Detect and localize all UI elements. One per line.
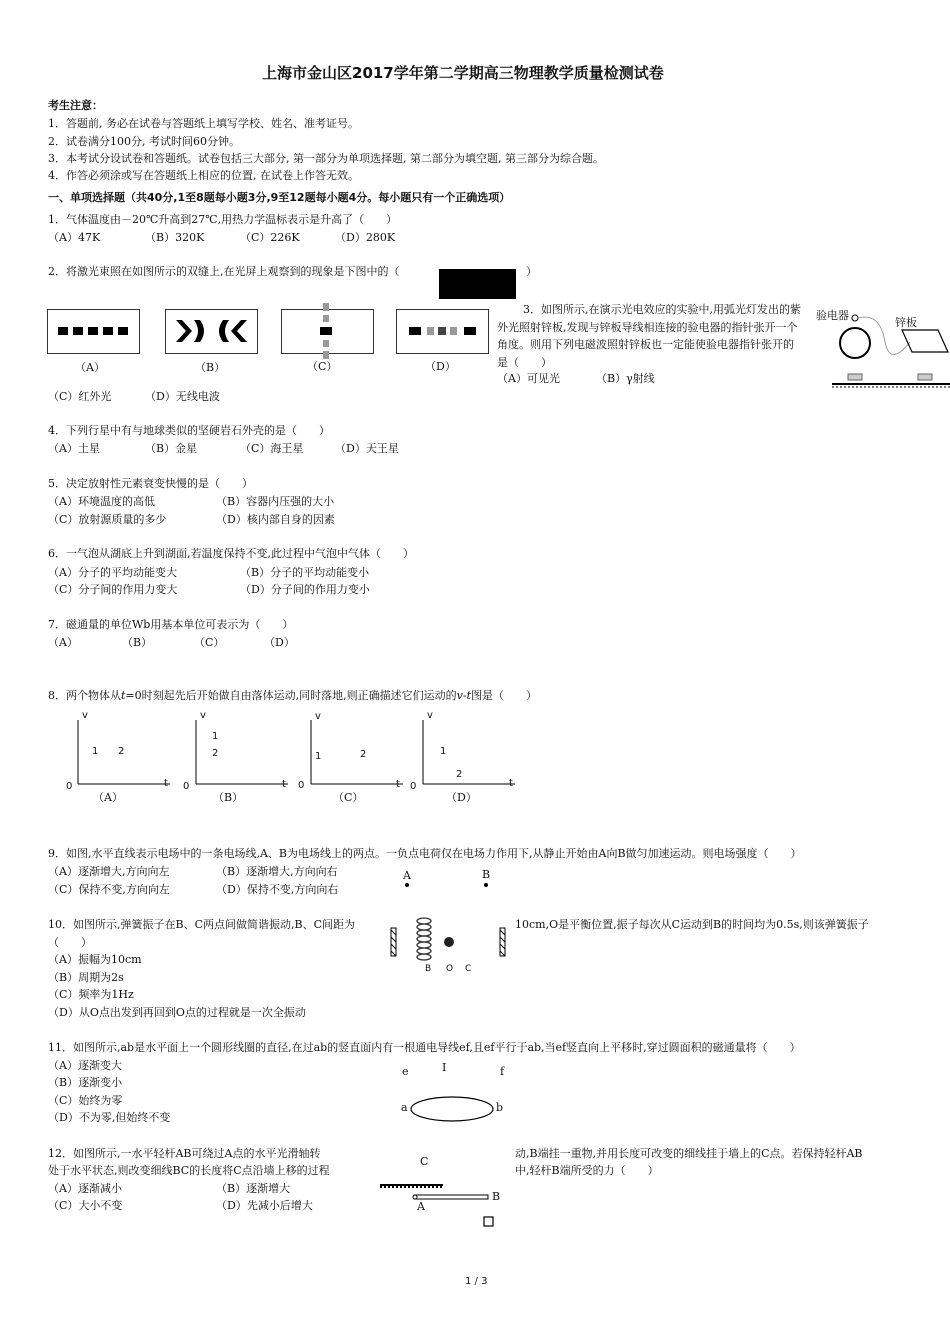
point-b-label: B <box>425 964 432 974</box>
q12-stem-part2: 处于水平状态,则改变细线BC的长度将C点沿墙上移的过程 <box>48 1164 330 1177</box>
graph-d-line1-label: 1 <box>440 746 447 757</box>
current-label: I <box>442 1061 447 1074</box>
q7-option-d[interactable]: （D） <box>264 636 295 649</box>
q12-option-d[interactable]: （D）先减小后增大 <box>216 1199 313 1212</box>
q12-stem-part3: 动,B端挂一重物,并用长度可改变的细线挂于墙上的C点。若保持轻杆AB <box>515 1147 863 1160</box>
graph-b-line1-label: 1 <box>212 731 219 742</box>
point-c-label: C <box>465 964 472 974</box>
fringe <box>323 340 329 347</box>
q7-option-b[interactable]: （B） <box>122 636 153 649</box>
electroscope-knob <box>852 315 858 321</box>
fringe <box>176 320 192 342</box>
q8-label-a[interactable]: （A） <box>93 791 123 804</box>
field-line-figure <box>400 881 500 891</box>
q3-option-c[interactable]: （C）红外光 <box>48 390 112 403</box>
q8-stem <box>48 689 537 703</box>
q8-stem-mid: =0时刻起先后开始做自由落体运动,同时落地,则正确描述它们运动的 <box>125 689 457 702</box>
point-c-label: C <box>420 1155 429 1168</box>
q2-label-c[interactable]: （C） <box>307 360 338 373</box>
q7-option-a[interactable]: （A） <box>48 636 78 649</box>
notice-heading: 考生注意： <box>48 99 103 112</box>
q10-option-c[interactable]: （C）频率为1Hz <box>48 988 134 1001</box>
q12-option-b[interactable]: （B）逐渐增大 <box>216 1182 291 1195</box>
point-a-label: A <box>403 869 411 882</box>
point-a-dot <box>405 883 409 887</box>
graph-d-origin-label: 0 <box>410 781 417 792</box>
q1-option-a[interactable]: （A）47K <box>48 231 101 244</box>
notice-item: 2．试卷满分100分, 考试时间60分钟。 <box>48 135 240 148</box>
zinc-plate <box>902 330 948 352</box>
fringe <box>58 327 68 335</box>
q8-label-d[interactable]: （D） <box>446 791 477 804</box>
fringe <box>231 320 247 342</box>
q5-option-a[interactable]: （A）环境温度的高低 <box>48 495 155 508</box>
graph-c-line1-label: 1 <box>315 751 322 762</box>
rod-end-a-label: A <box>417 1200 425 1213</box>
rod-end-b-label: B <box>492 1190 501 1203</box>
q10-option-a[interactable]: （A）振幅为10cm <box>48 953 142 966</box>
q9-option-c[interactable]: （C）保持不变,方向向左 <box>48 883 170 896</box>
pivot-a <box>413 1195 417 1199</box>
fringe <box>427 327 434 335</box>
oscillator-ball <box>444 937 454 947</box>
q1-option-c[interactable]: （C）226K <box>240 231 300 244</box>
pattern-b-svg <box>166 310 257 353</box>
connecting-wire <box>858 317 910 355</box>
q10-stem-part1: 10．如图所示,弹簧振子在B、C两点间做简谐振动,B、C间距为 <box>48 918 355 931</box>
wire-end-f-label: f <box>500 1065 505 1078</box>
fringe <box>438 327 446 335</box>
notice-item: 3．本考试分设试卷和答题纸。试卷包括三大部分, 第一部分为单项选择题, 第二部分为填空题, 第三部分为综合题。 <box>48 152 604 165</box>
q12-option-c[interactable]: （C）大小不变 <box>48 1199 123 1212</box>
q8-stem-t: t <box>121 689 126 702</box>
q4-stem: 4．下列行星中有与地球类似的坚硬岩石外壳的是（ ） <box>48 424 330 437</box>
graph-d-line2-label: 2 <box>456 769 463 780</box>
graph-a-origin-label: 0 <box>66 781 73 792</box>
q8-stem-pre: 8．两个物体从 <box>48 689 121 702</box>
q10-stem-part3: （ ） <box>48 936 92 949</box>
q11-stem: 11．如图所示,ab是水平面上一个圆形线圈的直径,在过ab的竖直面内有一根通电导线ef,且ef平行于ab,当ef竖直向上平移时,穿过圆面积的磁通量将（ ） <box>48 1041 801 1054</box>
photoelectric-figure <box>830 312 950 392</box>
pattern-c-figure <box>281 309 374 354</box>
hanging-weight <box>484 1217 493 1226</box>
q7-option-c[interactable]: （C） <box>194 636 225 649</box>
q11-option-c[interactable]: （C）始终为零 <box>48 1094 123 1107</box>
graph-a-line2-label: 2 <box>118 746 125 757</box>
pattern-d-svg <box>397 310 488 353</box>
fringe <box>88 327 98 335</box>
fringe <box>450 327 457 335</box>
q3-option-a[interactable]: （A）可见光 <box>497 372 560 385</box>
q1-stem: 1．气体温度由－20℃升高到27℃,用热力学温标表示是升高了（ ） <box>48 213 398 226</box>
q6-stem: 6．一气泡从湖底上升到湖面,若温度保持不变,此过程中气泡中气体（ ） <box>48 547 414 560</box>
wire-end-e-label: e <box>402 1065 409 1078</box>
q4-option-a[interactable]: （A）土星 <box>48 442 100 455</box>
q10-option-d[interactable]: （D）从O点出发到再回到O点的过程就是一次全振动 <box>48 1006 306 1019</box>
fringe <box>323 351 329 359</box>
q2-label-a[interactable]: （A） <box>75 361 105 374</box>
point-b-dot <box>484 883 488 887</box>
q1-option-d[interactable]: （D）280K <box>335 231 396 244</box>
fringe <box>323 303 329 311</box>
q2-stem-close: ） <box>526 265 537 278</box>
q10-stem-part2: 10cm,O是平衡位置,振子每次从C运动到B的时间均为0.5s,则该弹簧振子 <box>515 918 869 931</box>
q10-option-b[interactable]: （B）周期为2s <box>48 971 124 984</box>
q2-label-b[interactable]: （B） <box>195 361 226 374</box>
graph-d-v-label: v <box>427 710 433 721</box>
fringe <box>323 315 329 322</box>
q5-option-c[interactable]: （C）放射源质量的多少 <box>48 513 167 526</box>
q6-option-d[interactable]: （D）分子间的作用力变小 <box>240 583 370 596</box>
graph-c-v-label: v <box>315 711 321 722</box>
page-title: 上海市金山区2017学年第二学期高三物理教学质量检测试卷 <box>262 64 664 82</box>
pattern-a-figure <box>47 309 140 354</box>
q11-option-a[interactable]: （A）逐渐变大 <box>48 1059 122 1072</box>
q6-option-b[interactable]: （B）分子的平均动能变小 <box>240 566 370 579</box>
q8-label-c[interactable]: （C） <box>333 791 364 804</box>
graph-b-line2-label: 2 <box>212 748 219 759</box>
q12-stem-part4: 中,轻杆B端所受的力（ ） <box>515 1164 659 1177</box>
fringe <box>464 327 476 335</box>
fringe <box>103 327 113 335</box>
fringe <box>118 327 128 335</box>
graph-b-origin-label: 0 <box>183 781 190 792</box>
graph-c-line2-label: 2 <box>360 749 367 760</box>
fringe <box>194 320 204 342</box>
point-o-label: O <box>446 964 454 974</box>
graph-a-t-label: t <box>164 778 168 789</box>
stand <box>848 374 862 380</box>
coil-figure <box>410 1095 500 1125</box>
diameter-end-b-label: b <box>496 1101 504 1114</box>
q3-option-b[interactable]: （B）γ射线 <box>596 372 655 385</box>
q9-option-d[interactable]: （D）保持不变,方向向右 <box>216 883 339 896</box>
page-number: 1 / 3 <box>465 1276 488 1287</box>
fringe <box>409 327 421 335</box>
notice-item: 4．作答必须涂或写在答题纸上相应的位置, 在试卷上作答无效。 <box>48 169 359 182</box>
graph-d-t-label: t <box>509 778 513 789</box>
q9-option-b[interactable]: （B）逐渐增大,方向向右 <box>216 865 338 878</box>
graph-c-origin-label: 0 <box>298 780 305 791</box>
q5-stem: 5．决定放射性元素衰变快慢的是（ ） <box>48 477 253 490</box>
q11-option-d[interactable]: （D）不为零,但始终不变 <box>48 1111 171 1124</box>
zinc-plate-label: 锌板 <box>895 316 917 329</box>
notice-item: 1．答题前, 务必在试卷与答题纸上填写学校、姓名、准考证号。 <box>48 117 359 130</box>
q5-option-d[interactable]: （D）核内部自身的因素 <box>216 513 335 526</box>
section-heading: 一、单项选择题（共40分,1至8题每小题3分,9至12题每小题4分。每小题只有一个正确选项） <box>48 191 511 204</box>
fringe <box>73 327 83 335</box>
electroscope-label: 验电器 <box>816 309 849 322</box>
q9-option-a[interactable]: （A）逐渐增大,方向向左 <box>48 865 170 878</box>
q4-option-b[interactable]: （B）金星 <box>145 442 198 455</box>
q12-stem-part1: 12．如图所示,一水平轻杆AB可绕过A点的水平光滑轴转 <box>48 1147 321 1160</box>
pattern-b-figure <box>165 309 258 354</box>
q3-stem: 3．如图所示,在演示光电效应的实验中,用弧光灯发出的紫外光照射锌板,发现与锌板导线相连接的验电器的指针张开一个角度。则用下列电磁波照射锌板也一定能使验电器指针张开的是（ ） <box>497 303 801 369</box>
lever-figure <box>378 1180 501 1230</box>
q3-option-d[interactable]: （D）无线电波 <box>145 390 220 403</box>
q8-stem-post: 图是（ ） <box>471 689 537 702</box>
electroscope-ball <box>840 328 870 358</box>
pattern-c-svg <box>282 310 373 353</box>
q8-label-b[interactable]: （B） <box>213 791 244 804</box>
graph-c-t-label: t <box>396 779 400 790</box>
q4-option-c[interactable]: （C）海王星 <box>240 442 304 455</box>
diameter-end-a-label: a <box>401 1101 408 1114</box>
q9-stem: 9．如图,水平直线表示电场中的一条电场线,A、B为电场线上的两点。一负点电荷仅在电场力作用下,从静止开始由A向B做匀加速运动。则电场强度（ ） <box>48 847 802 860</box>
fringe <box>320 327 332 335</box>
q6-option-a[interactable]: （A）分子的平均动能变大 <box>48 566 177 579</box>
spring-coils <box>417 918 431 960</box>
fringe <box>219 320 229 342</box>
graph-b-t-label: t <box>282 779 286 790</box>
q4-option-d[interactable]: （D）天王星 <box>335 442 399 455</box>
q2-stem: 2．将激光束照在如图所示的双缝上,在光屏上观察到的现象是下图中的（ <box>48 265 400 278</box>
q2-label-d[interactable]: （D） <box>425 360 456 373</box>
q1-option-b[interactable]: （B）320K <box>145 231 205 244</box>
q11-option-b[interactable]: （B）逐渐变小 <box>48 1076 123 1089</box>
point-b-label: B <box>482 868 491 881</box>
pattern-a-svg <box>48 310 139 353</box>
q7-stem: 7．磁通量的单位Wb用基本单位可表示为（ ） <box>48 618 294 631</box>
q5-option-b[interactable]: （B）容器内压强的大小 <box>216 495 335 508</box>
light-rod <box>414 1195 488 1199</box>
graph-a-line1-label: 1 <box>92 746 99 757</box>
graph-a-v-label: v <box>82 710 88 721</box>
q12-option-a[interactable]: （A）逐渐减小 <box>48 1182 122 1195</box>
q6-option-c[interactable]: （C）分子间的作用力变大 <box>48 583 178 596</box>
graph-b-v-label: v <box>200 710 206 721</box>
double-slit-image <box>439 269 516 299</box>
stand <box>918 374 932 380</box>
q8-stem-vt: v-t <box>456 689 471 702</box>
pattern-d-figure <box>396 309 489 354</box>
circular-coil <box>411 1097 493 1121</box>
